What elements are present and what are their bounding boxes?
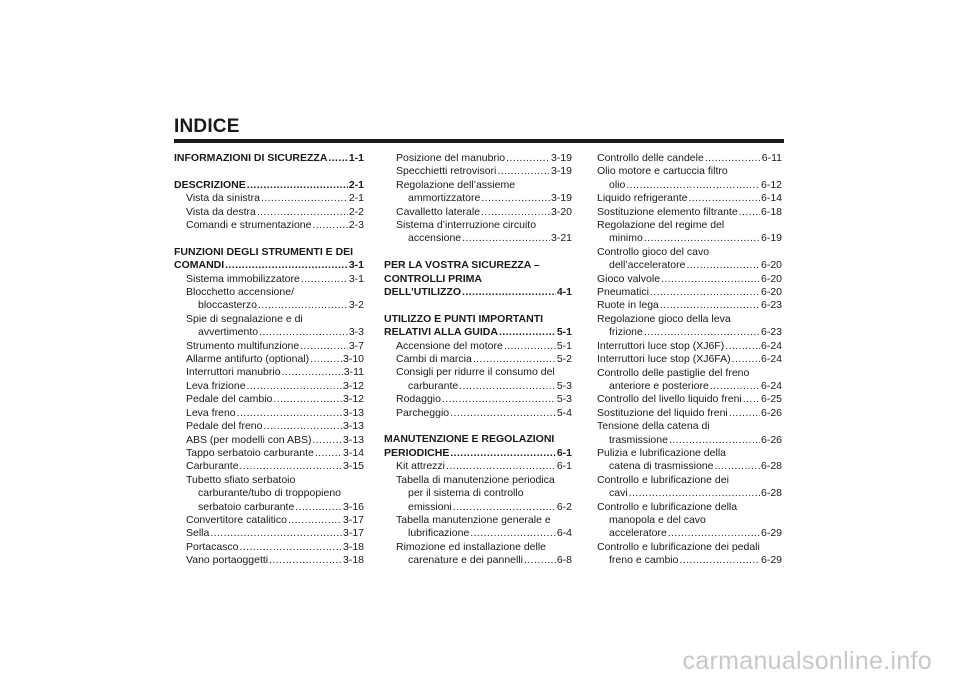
toc-entry-line: Controllo e lubrificazione dei — [597, 473, 729, 486]
toc-entry[interactable]: Rodaggio ..... 5-3 — [384, 393, 572, 406]
toc-entry-line: Pulizia e lubrificazione della — [597, 446, 726, 459]
toc-entry[interactable]: acceleratore ..... 6-29 — [597, 527, 782, 540]
toc-entry[interactable]: Pneumatici ..... 6-20 — [597, 286, 782, 299]
toc-entry[interactable]: Sostituzione elemento filtrante ..... 6-18 — [597, 206, 782, 219]
toc-entry[interactable]: carenature e dei pannelli ..... 6-8 — [384, 554, 572, 567]
toc-entry-line: Olio motore e cartuccia filtro — [597, 165, 728, 178]
toc-entry-line: Regolazione dell’assieme — [396, 178, 516, 191]
page-title: INDICE — [174, 116, 240, 137]
toc-entry[interactable]: Carburante ..... 3-15 — [174, 460, 364, 473]
toc-entry-line: Sistema d’interruzione circuito — [396, 219, 537, 232]
toc-entry-line: manopola e del cavo — [609, 513, 706, 526]
toc-entry[interactable]: minimo ..... 6-19 — [597, 232, 782, 245]
toc-entry-line: Regolazione gioco della leva — [597, 312, 731, 325]
toc-entry-line: Consigli per ridurre il consumo del — [396, 366, 555, 379]
toc-entry[interactable]: Tappo serbatoio carburante ..... 3-14 — [174, 447, 364, 460]
toc-entry[interactable]: Parcheggio ..... 5-4 — [384, 407, 572, 420]
toc-entry-line: Regolazione del regime del — [597, 219, 725, 232]
toc-entry[interactable]: Vista da destra ..... 2-2 — [174, 206, 364, 219]
toc-entry[interactable]: Interruttori manubrio ..... 3-11 — [174, 366, 364, 379]
toc-entry[interactable]: lubrificazione ..... 6-4 — [384, 527, 572, 540]
toc-entry[interactable]: serbatoio carburante ..... 3-16 — [174, 501, 364, 514]
toc-entry[interactable]: Cavalletto laterale ..... 3-20 — [384, 206, 572, 219]
toc-entry[interactable]: frizione ..... 6-23 — [597, 326, 782, 339]
toc-entry[interactable]: PERIODICHE ..... 6-1 — [384, 447, 572, 460]
toc-entry[interactable]: Sella ..... 3-17 — [174, 527, 364, 540]
toc-entry[interactable]: COMANDI ..... 3-1 — [174, 259, 364, 272]
toc-entry[interactable]: Controllo delle candele ..... 6-11 — [597, 152, 782, 165]
toc-entry[interactable]: catena di trasmissione ..... 6-28 — [597, 460, 782, 473]
toc-entry[interactable]: trasmissione ..... 6-26 — [597, 434, 782, 447]
toc-entry[interactable]: INFORMAZIONI DI SICUREZZA ..... 1-1 — [174, 152, 364, 165]
toc-entry-line: Tensione della catena di — [597, 420, 710, 433]
toc-entry-line: Blocchetto accensione/ — [186, 286, 294, 299]
toc-entry-line: Controllo e lubrificazione della — [597, 500, 738, 513]
toc-entry[interactable]: emissioni ..... 6-2 — [384, 501, 572, 514]
toc-entry[interactable]: dell’acceleratore ..... 6-20 — [597, 259, 782, 272]
toc-section-heading: CONTROLLI PRIMA — [384, 272, 482, 285]
toc-entry-line: Controllo delle pastiglie del freno — [597, 366, 750, 379]
toc-entry[interactable]: DESCRIZIONE ..... 2-1 — [174, 179, 364, 192]
toc-entry[interactable]: Posizione del manubrio ..... 3-19 — [384, 152, 572, 165]
toc-entry[interactable]: Allarme antifurto (optional) ..... 3-10 — [174, 353, 364, 366]
toc-entry-line: Spie di segnalazione e di — [186, 312, 303, 325]
toc-entry[interactable]: accensione ..... 3-21 — [384, 232, 572, 245]
toc-entry-line: Controllo gioco del cavo — [597, 245, 710, 258]
toc-entry-line: Rimozione ed installazione delle — [396, 540, 547, 553]
title-rule — [174, 139, 784, 143]
toc-entry[interactable]: Strumento multifunzione ..... 3-7 — [174, 340, 364, 353]
toc-entry[interactable]: cavi ..... 6-28 — [597, 487, 782, 500]
toc-entry[interactable]: Ruote in lega ..... 6-23 — [597, 299, 782, 312]
toc-entry-line: Tabella manutenzione generale e — [396, 513, 551, 526]
toc-section-heading: UTILIZZO E PUNTI IMPORTANTI — [384, 312, 544, 325]
toc-entry[interactable]: Interruttori luce stop (XJ6FA) ..... 6-24 — [597, 353, 782, 366]
toc-entry[interactable]: Convertitore catalitico ..... 3-17 — [174, 514, 364, 527]
toc-column-3 — [597, 152, 782, 568]
toc-entry-line: Tubetto sfiato serbatoio — [186, 473, 296, 486]
toc-entry[interactable]: freno e cambio ..... 6-29 — [597, 554, 782, 567]
toc-entry[interactable]: Cambi di marcia ..... 5-2 — [384, 353, 572, 366]
toc-section-heading: MANUTENZIONE E REGOLAZIONI — [384, 433, 555, 446]
toc-column-2 — [384, 152, 572, 568]
toc-entry[interactable]: Interruttori luce stop (XJ6F) ..... 6-24 — [597, 340, 782, 353]
toc-entry-line: Controllo e lubrificazione dei pedali — [597, 540, 760, 553]
toc-entry[interactable]: Leva frizione ..... 3-12 — [174, 380, 364, 393]
toc-entry[interactable]: Pedale del freno ..... 3-13 — [174, 420, 364, 433]
toc-entry[interactable]: Leva freno ..... 3-13 — [174, 407, 364, 420]
toc-entry-line: carburante/tubo di troppopieno — [198, 487, 342, 500]
toc-section-heading: PER LA VOSTRA SICUREZZA – — [384, 259, 540, 272]
toc-entry[interactable]: Kit attrezzi ..... 6-1 — [384, 460, 572, 473]
toc-entry[interactable]: ABS (per modelli con ABS) ..... 3-13 — [174, 434, 364, 447]
toc-section-heading: FUNZIONI DEGLI STRUMENTI E DEI — [174, 245, 354, 258]
toc-entry[interactable]: olio ..... 6-12 — [597, 179, 782, 192]
toc-entry[interactable]: Pedale del cambio ..... 3-12 — [174, 393, 364, 406]
toc-entry[interactable]: Sistema immobilizzatore ..... 3-1 — [174, 273, 364, 286]
toc-entry[interactable]: Sostituzione del liquido freni ..... 6-26 — [597, 407, 782, 420]
toc-entry[interactable]: Liquido refrigerante ..... 6-14 — [597, 192, 782, 205]
toc-entry[interactable]: Portacasco ..... 3-18 — [174, 541, 364, 554]
toc-entry-line: per il sistema di controllo — [408, 487, 524, 500]
toc-entry[interactable]: RELATIVI ALLA GUIDA ..... 5-1 — [384, 326, 572, 339]
toc-entry[interactable]: carburante ..... 5-3 — [384, 380, 572, 393]
toc-entry[interactable]: bloccasterzo ..... 3-2 — [174, 299, 364, 312]
toc-entry[interactable]: Specchietti retrovisori ..... 3-19 — [384, 165, 572, 178]
toc-entry[interactable]: Gioco valvole ..... 6-20 — [597, 273, 782, 286]
toc-entry[interactable]: Accensione del motore ..... 5-1 — [384, 340, 572, 353]
toc-entry-line: Tabella di manutenzione periodica — [396, 473, 555, 486]
toc-entry[interactable]: Vano portaoggetti ..... 3-18 — [174, 554, 364, 567]
toc-entry[interactable]: DELL’UTILIZZO ..... 4-1 — [384, 286, 572, 299]
toc-entry[interactable]: ammortizzatore ..... 3-19 — [384, 192, 572, 205]
toc-column-1 — [174, 152, 364, 568]
toc-entry[interactable]: avvertimento ..... 3-3 — [174, 326, 364, 339]
toc-entry[interactable]: anteriore e posteriore ..... 6-24 — [597, 380, 782, 393]
toc-entry[interactable]: Controllo del livello liquido freni ..... 6-25 — [597, 393, 782, 406]
watermark: carmanualsonline.info — [682, 647, 932, 675]
toc-entry[interactable]: Comandi e strumentazione ..... 2-3 — [174, 219, 364, 232]
toc-entry[interactable]: Vista da sinistra ..... 2-1 — [174, 192, 364, 205]
